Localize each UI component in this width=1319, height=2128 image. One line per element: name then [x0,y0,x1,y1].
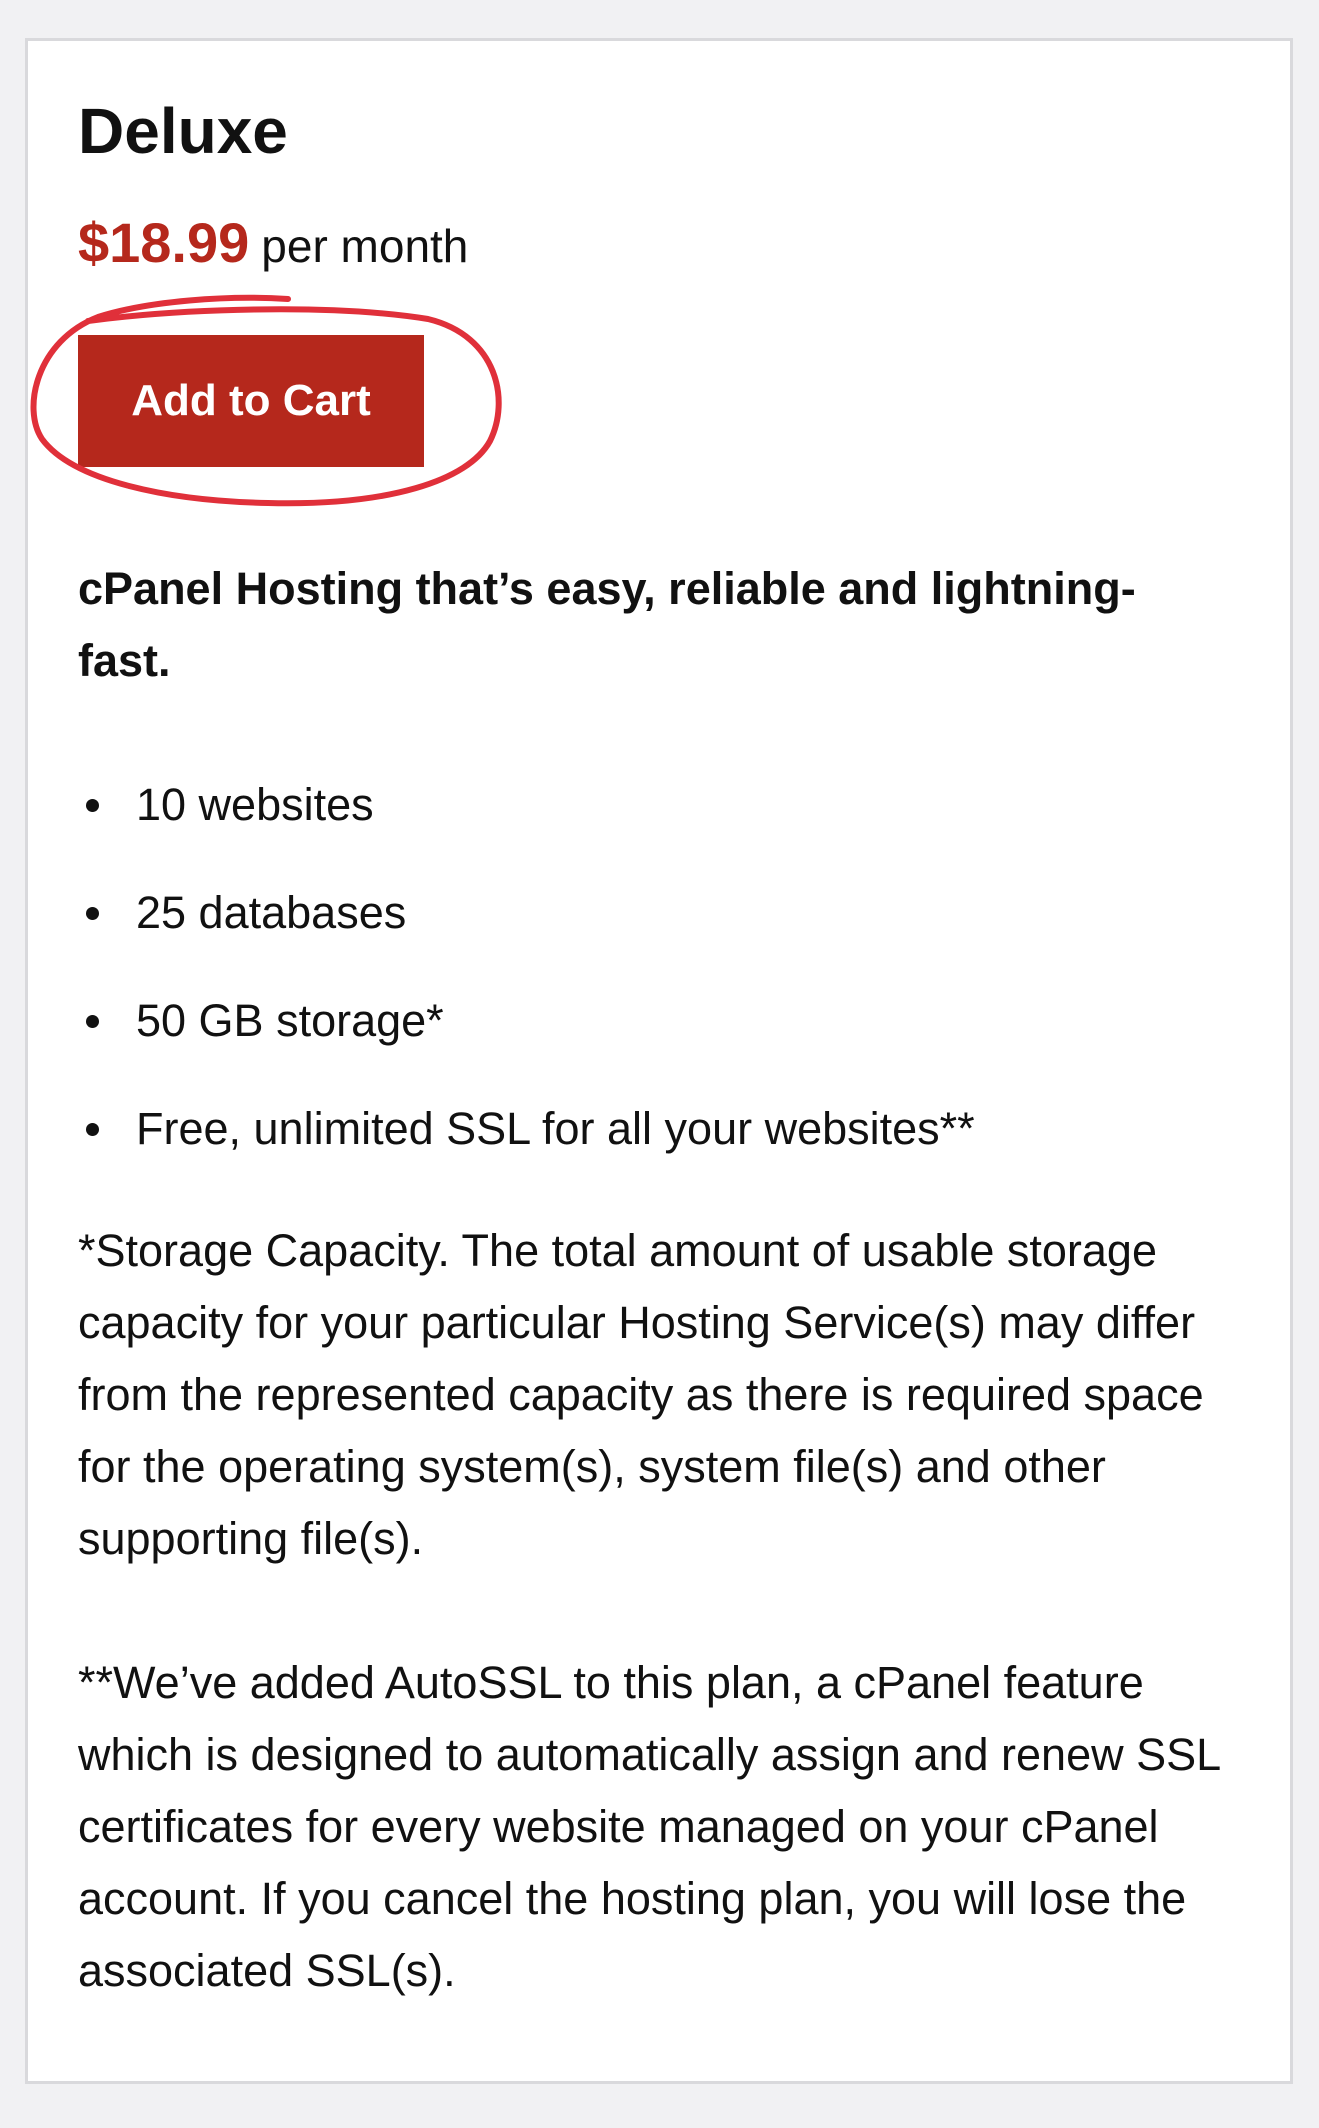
plan-title: Deluxe [78,95,288,167]
bullet-dot-icon [86,907,99,920]
bullet-dot-icon [86,1123,99,1136]
feature-item [78,769,1228,877]
add-to-cart-button[interactable]: Add to Cart [78,335,424,467]
plan-period: per month [261,220,469,272]
plan-price: $18.99 [78,211,250,274]
feature-text: 50 GB storage* [136,995,444,1046]
storage-footnote: *Storage Capacity. The total amount of usable storage capacity for your particular Hosting Service(s) may differ from the represented capacity as there is required space for the operating system(s), system file(s) and other supporting file(s). [78,1225,1204,1564]
feature-text: Free, unlimited SSL for all your websites** [136,1103,975,1154]
bullet-dot-icon [86,799,99,812]
feature-item [78,985,1228,1093]
feature-text: 25 databases [136,887,407,938]
price-row [78,209,468,276]
plan-tagline: cPanel Hosting that’s easy, reliable and lightning-fast. [78,563,1136,686]
feature-item [78,877,1228,985]
bullet-dot-icon [86,1015,99,1028]
feature-item [78,1093,1228,1201]
plan-card [25,38,1293,2084]
ssl-footnote: **We’ve added AutoSSL to this plan, a cPanel feature which is designed to automatically assign and renew SSL certificates for every website managed on your cPanel account. If you cancel the hosting plan, you will lose the associated SSL(s). [78,1657,1220,1996]
features-list [78,769,1228,1201]
feature-text: 10 websites [136,779,374,830]
